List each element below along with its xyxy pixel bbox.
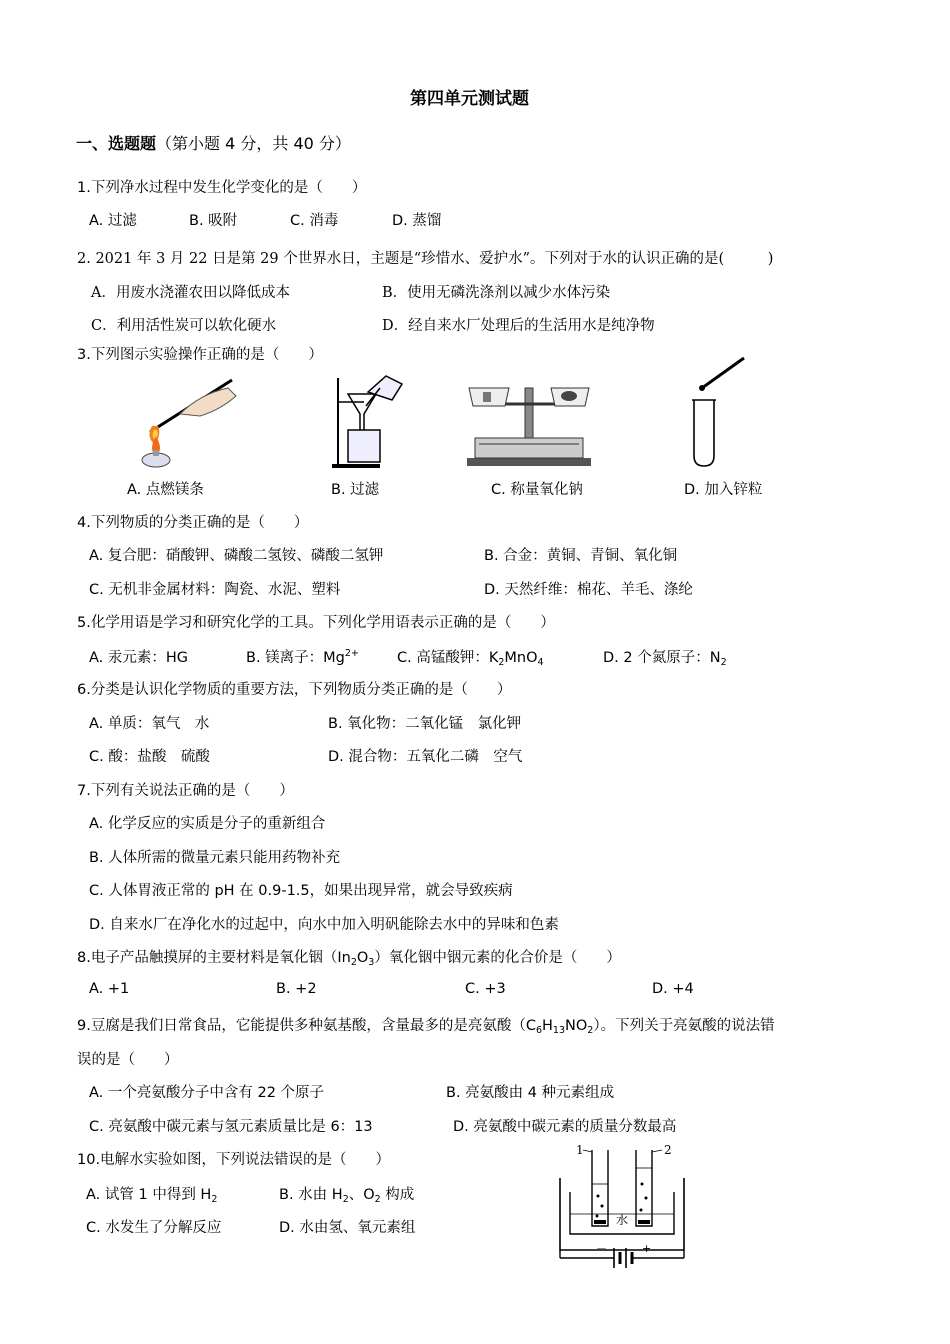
q4-option-a: A. 复合肥：硝酸钾、磷酸二氢铵、磷酸二氢钾 <box>89 548 384 564</box>
q10-option-d: D. 水由氢、氧元素组 <box>279 1220 416 1236</box>
q2-option-b: B．使用无磷洗涤剂以减少水体污染 <box>382 285 611 301</box>
q3-caption-b: B. 过滤 <box>331 482 380 498</box>
q7-option-d: D. 自来水厂在净化水的过起中，向水中加入明矾能除去水中的异味和色素 <box>89 917 559 933</box>
q9-stem-text2: H <box>542 1018 553 1034</box>
q6-option-d: D. 混合物：五氧化二磷 空气 <box>328 749 523 765</box>
q10-b-text3: 构成 <box>380 1187 415 1203</box>
q9-sub2: 13 <box>552 1025 566 1036</box>
page-title: 第四单元测试题 <box>410 89 529 109</box>
q2-option-d: D．经自来水厂处理后的生活用水是纯净物 <box>382 318 655 334</box>
q1-option-d: D. 蒸馏 <box>392 213 442 229</box>
q10-stem: 10.电解水实验如图，下列说法错误的是（ ） <box>77 1152 391 1168</box>
q7-option-b: B. 人体所需的微量元素只能用药物补充 <box>89 850 341 866</box>
q9-sub3: 2 <box>587 1025 594 1036</box>
q10-option-a <box>86 1183 217 1205</box>
q9-stem-text1: 9.豆腐是我们日常食品，它能提供多种氨基酸，含量最多的是亮氨酸（C <box>77 1018 536 1034</box>
q10-b-text2: 、O <box>348 1187 375 1203</box>
q9-stem-line2: 误的是（ ） <box>77 1052 179 1068</box>
q2-option-c: C．利用活性炭可以软化硬水 <box>91 318 277 334</box>
q5-c-sub1: 2 <box>498 657 505 668</box>
q8-sub1: 2 <box>350 957 357 968</box>
section-header <box>76 131 351 154</box>
q5-option-b <box>246 646 359 667</box>
q5-d-sub: 2 <box>720 657 727 668</box>
q5-c-sub2: 4 <box>537 657 544 668</box>
q8-stem-text1: 8.电子产品触摸屏的主要材料是氧化铟（In <box>77 950 351 966</box>
q10-option-b <box>279 1183 414 1205</box>
q8-stem-text2: O <box>356 950 369 966</box>
q5-c-text1: C. 高锰酸钾：K <box>397 650 499 666</box>
q9-option-a: A. 一个亮氨酸分子中含有 22 个原子 <box>89 1085 325 1101</box>
q3-figure-b <box>330 374 410 470</box>
q2-option-a: A．用废水浇灌农田以降低成本 <box>91 285 290 301</box>
section-head: 一、选题题 <box>76 134 157 153</box>
q8-sub2: 3 <box>368 957 375 968</box>
q6-option-a: A. 单质：氧气 水 <box>89 716 210 732</box>
q5-c-text2: MnO <box>504 650 538 666</box>
q10-option-c: C. 水发生了分解反应 <box>86 1220 222 1236</box>
q1-option-b: B. 吸附 <box>189 213 238 229</box>
q5-option-d <box>603 646 727 668</box>
q8-option-a: A. +1 <box>89 981 130 997</box>
plus-label: + <box>642 1242 652 1255</box>
water-label: 水 <box>616 1213 629 1227</box>
q8-stem <box>77 946 621 968</box>
minus-label: － <box>596 1242 607 1255</box>
q9-option-d: D. 亮氨酸中碳元素的质量分数最高 <box>453 1119 677 1135</box>
q3-figure-a <box>140 374 240 469</box>
q8-option-b: B. +2 <box>276 981 317 997</box>
q4-option-d: D. 天然纤维：棉花、羊毛、涤纶 <box>484 582 693 598</box>
q5-b-sup: 2+ <box>344 648 359 659</box>
q5-b-text: B. 镁离子：Mg <box>246 650 345 666</box>
q8-option-c: C. +3 <box>465 981 506 997</box>
tube-1-label: 1 <box>576 1143 584 1157</box>
q10-b-sub2: 2 <box>374 1194 381 1205</box>
q10-b-sub1: 2 <box>342 1194 349 1205</box>
q4-stem: 4.下列物质的分类正确的是（ ） <box>77 515 309 531</box>
q4-option-c: C. 无机非金属材料：陶瓷、水泥、塑料 <box>89 582 341 598</box>
q3-stem: 3.下列图示实验操作正确的是（ ） <box>77 347 323 363</box>
q4-option-b: B. 合金：黄铜、青铜、氧化铜 <box>484 548 678 564</box>
q9-sub1: 6 <box>535 1025 543 1036</box>
q9-stem <box>77 1014 775 1036</box>
q1-option-a: A. 过滤 <box>89 213 137 229</box>
q5-option-c <box>397 646 544 668</box>
q10-a-sub: 2 <box>211 1194 218 1205</box>
q10-electrolysis-figure <box>556 1140 691 1270</box>
q1-stem: 1.下列净水过程中发生化学变化的是（ ） <box>77 180 367 196</box>
section-note: （第小题 4 分，共 40 分） <box>156 134 351 153</box>
q7-option-a: A. 化学反应的实质是分子的重新组合 <box>89 816 326 832</box>
q10-a-text: A. 试管 1 中得到 H <box>86 1187 212 1203</box>
q10-b-text1: B. 水由 H <box>279 1187 343 1203</box>
q9-stem-text3: NO <box>565 1018 588 1034</box>
q8-stem-text3: ）氧化铟中铟元素的化合价是（ ） <box>374 950 621 966</box>
q9-option-c: C. 亮氨酸中碳元素与氢元素质量比是 6：13 <box>89 1119 373 1135</box>
q9-option-b: B. 亮氨酸由 4 种元素组成 <box>446 1085 615 1101</box>
q3-caption-a: A. 点燃镁条 <box>127 482 204 498</box>
q3-caption-d: D. 加入锌粒 <box>684 482 763 498</box>
q6-stem: 6.分类是认识化学物质的重要方法，下列物质分类正确的是（ ） <box>77 682 512 698</box>
q7-option-c: C. 人体胃液正常的 pH 在 0.9-1.5，如果出现异常，就会导致疾病 <box>89 883 513 899</box>
q3-figure-d <box>690 356 750 468</box>
q3-caption-c: C. 称量氧化钠 <box>491 482 583 498</box>
q2-stem: 2. 2021 年 3 月 22 日是第 29 个世界水日，主题是“珍惜水、爱护水”。下列对于水的认识正确的是( ) <box>77 251 774 267</box>
q3-figure-c <box>465 378 595 468</box>
q9-stem-text4: ）。下列关于亮氨酸的说法错 <box>593 1018 775 1034</box>
q5-d-text: D. 2 个氮原子：N <box>603 650 721 666</box>
q6-option-b: B. 氧化物：二氧化锰 氯化钾 <box>328 716 522 732</box>
q7-stem: 7.下列有关说法正确的是（ ） <box>77 783 294 799</box>
q5-stem: 5.化学用语是学习和研究化学的工具。下列化学用语表示正确的是（ ） <box>77 615 555 631</box>
tube-2-label: 2 <box>664 1143 672 1157</box>
q1-option-c: C. 消毒 <box>290 213 339 229</box>
q5-option-a: A. 汞元素：HG <box>89 650 189 666</box>
q6-option-c: C. 酸：盐酸 硫酸 <box>89 749 210 765</box>
q8-option-d: D. +4 <box>652 981 694 997</box>
